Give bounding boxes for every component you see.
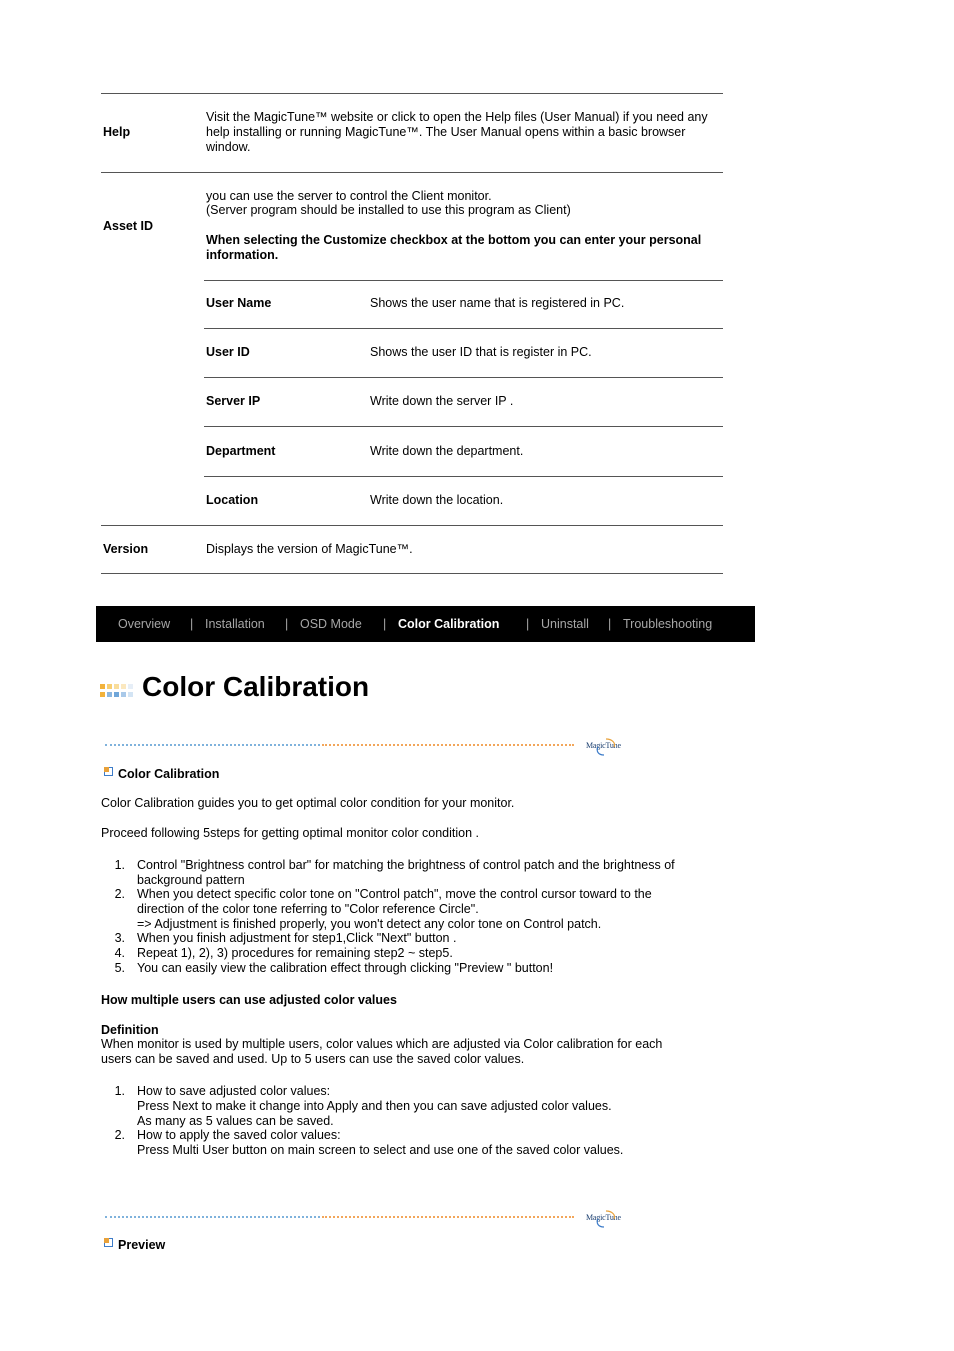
field-desc: Shows the user ID that is register in PC. [370, 345, 592, 359]
nav-overview-link[interactable]: Overview [118, 617, 171, 631]
swirl-icon [592, 737, 620, 757]
help-text: Visit the MagicTune™ website or click to open the Help files (User Manual) if you need any help installing or running MagicTune™. The User Manual opens within a basic browser window. [206, 110, 708, 154]
definition-line: When monitor is used by multiple users, color values which are adjusted via Color calibration for each [101, 1037, 663, 1051]
asset-id-line1: you can use the server to control the Client monitor. [206, 189, 492, 203]
table-rule [204, 328, 723, 329]
table-rule [204, 377, 723, 378]
nav-separator: | [285, 617, 289, 631]
help-label: Help [103, 125, 131, 139]
field-name: Department [206, 444, 276, 458]
table-rule [101, 172, 723, 173]
magictune-logo: MagicTune [586, 737, 626, 757]
section-heading: Preview [118, 1238, 166, 1252]
dotted-divider [105, 744, 320, 746]
asset-id-note: When selecting the Customize checkbox at the bottom you can enter your personal information. [206, 233, 702, 262]
field-desc: Write down the department. [370, 444, 524, 458]
table-rule [204, 426, 723, 427]
field-name: Location [206, 493, 259, 507]
magictune-logo: MagicTune [586, 1209, 626, 1229]
nav-troubleshooting-link[interactable]: Troubleshooting [623, 617, 713, 631]
nav-separator: | [608, 617, 612, 631]
table-rule [204, 476, 723, 477]
intro-text: Color Calibration guides you to get optimal color condition for your monitor. [101, 796, 515, 810]
title-squares-icon [100, 684, 136, 698]
field-name: User Name [206, 296, 272, 310]
dotted-divider [322, 1216, 574, 1218]
nav-color-calibration-link[interactable]: Color Calibration [398, 617, 500, 631]
nav-installation-link[interactable]: Installation [205, 617, 265, 631]
version-text: Displays the version of MagicTune™. [206, 542, 413, 556]
dotted-divider [322, 744, 574, 746]
nav-separator: | [190, 617, 194, 631]
definition-line: users can be saved and used. Up to 5 users can use the saved color values. [101, 1052, 525, 1066]
field-desc: Shows the user name that is registered in PC. [370, 296, 625, 310]
version-label: Version [103, 542, 149, 556]
table-rule [101, 93, 723, 94]
nav-bar [96, 606, 755, 642]
multi-users-heading: How multiple users can use adjusted color values [101, 993, 397, 1007]
dotted-divider [105, 1216, 320, 1218]
nav-separator: | [526, 617, 530, 631]
nav-uninstall-link[interactable]: Uninstall [541, 617, 589, 631]
nav-osd-mode-link[interactable]: OSD Mode [300, 617, 362, 631]
table-rule [204, 280, 723, 281]
field-name: User ID [206, 345, 250, 359]
asset-id-line2: (Server program should be installed to use this program as Client) [206, 203, 571, 217]
section-heading: Color Calibration [118, 767, 220, 781]
proceed-text: Proceed following 5steps for getting optimal monitor color condition . [101, 826, 479, 840]
nav-separator: | [383, 617, 387, 631]
asset-id-label: Asset ID [103, 219, 154, 233]
table-rule [101, 573, 723, 574]
field-desc: Write down the location. [370, 493, 504, 507]
section-bullet-icon [104, 1238, 113, 1247]
page-title: Color Calibration [142, 671, 370, 702]
table-rule [101, 525, 723, 526]
field-desc: Write down the server IP . [370, 394, 514, 408]
field-name: Server IP [206, 394, 261, 408]
section-bullet-icon [104, 767, 113, 776]
definition-label: Definition [101, 1023, 159, 1037]
swirl-icon [592, 1209, 620, 1229]
